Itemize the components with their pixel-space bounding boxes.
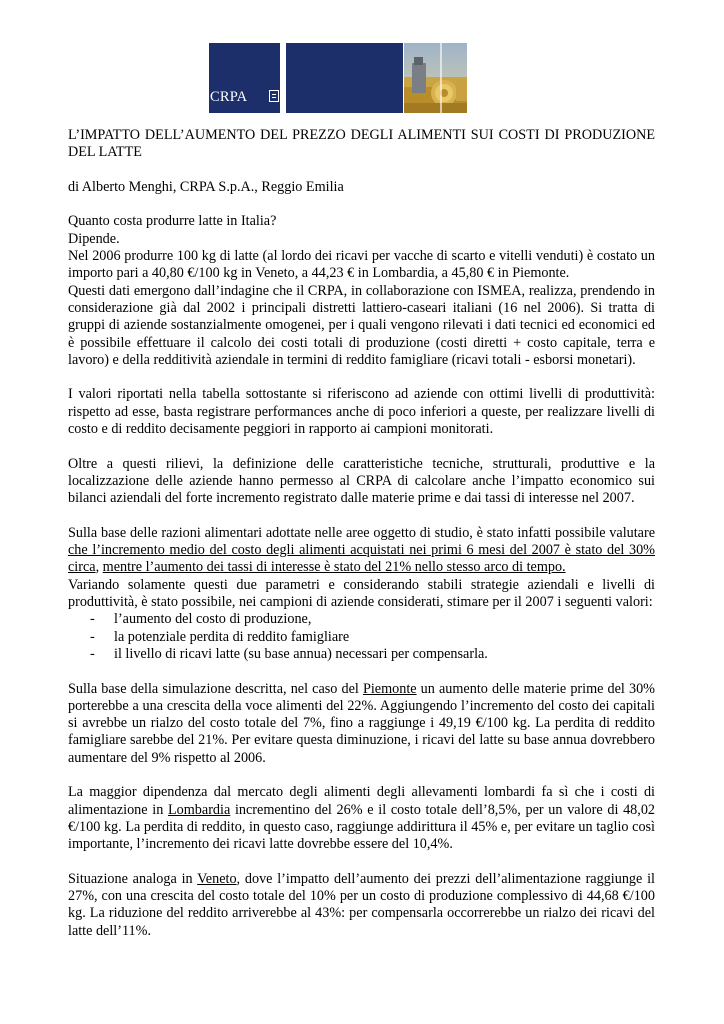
intro-paragraph-costs: Nel 2006 produrre 100 kg di latte (al lordo dei ricavi per vacche di scarto e vitelli venduti) è costato un importo pari a 40,80 €/100 kg in Veneto, a 44,23 € in Lombardia, a 45,80 € in Piemonte. <box>68 248 655 282</box>
paragraph-veneto <box>68 871 655 940</box>
region-veneto: Veneto <box>197 870 237 887</box>
paragraph-variando: Variando solamente questi due parametri e considerando stabili strategie aziendali e livelli di produttività, è stato possibile, nei campioni di aziende considerati, stimare per il 2007 i seguenti valori: <box>68 576 655 611</box>
piemonte-text-start: Sulla base della simulazione descritta, nel caso del <box>68 680 363 697</box>
razioni-underlined-tassi: mentre l’aumento dei tassi di interesse è stato del 21% nello stesso arco di tempo. <box>102 559 566 576</box>
veneto-text-rest: , dove l’impatto dell’aumento dei prezzi dell’alimentazione raggiunge il 27%, con una crescita del costo totale del 10% per un costo di produzione complessivo di 44,68 €/100 kg. La riduzione del reddito arriverebbe al 43%: per compensarla occorrerebbe un rialzo dei ricavi del latte dell’11%. <box>68 870 655 939</box>
logo-mark-icon <box>269 90 279 102</box>
crpa-logo <box>209 43 467 113</box>
logo-blue-panel <box>286 43 403 113</box>
paragraph-piemonte <box>68 681 655 767</box>
list-item: - la potenziale perdita di reddito famigliare <box>68 629 655 646</box>
paragraph-lombardia <box>68 784 655 853</box>
region-lombardia: Lombardia <box>168 801 231 818</box>
paragraph-rilievi: Oltre a questi rilievi, la definizione delle caratteristiche tecniche, strutturali, produttive e la localizzazione delle aziende hanno permesso al CRPA di calcolare anche l’impatto economico sui bilanci aziendali del forte incremento registrato dalle materie prime e dai tassi di interesse nel 2007. <box>68 455 655 507</box>
intro-question: Quanto costa produrre latte in Italia? <box>68 213 277 230</box>
logo-photo-image <box>404 43 467 113</box>
lombardia-text-start: La maggior dipendenza dal mercato degli alimenti degli allevamenti lombardi fa sì che i costi di alimentazione in <box>68 784 655 818</box>
values-list <box>68 611 655 663</box>
paragraph-valori: I valori riportati nella tabella sottostante si riferiscono ad aziende con ottimi livelli di produttività: rispetto ad esse, basta registrare performances anche di poco inferiori a queste, per realizzare livelli di costo e di reddito decisamente peggiori in rapporto ai campioni monitorati. <box>68 386 655 438</box>
veneto-text-start: Situazione analoga in <box>68 870 198 887</box>
piemonte-text-rest: un aumento delle materie prime del 30% porterebbe a una crescita della voce alimenti del 22%. Aggiungendo l’incremento del costo dei capitali si avrebbe un rialzo del costo totale del 7%, fino a raggiunge i 49,19 €/100 kg. La perdita di reddito famigliare sarebbe del 21%. Per evitare questa diminuzione, i ricavi del latte su base annua dovrebbero aumentare del 9% rispetto al 2006. <box>68 680 656 766</box>
lombardia-text-rest: incrementino del 26% e il costo totale dell’8,5%, per un valore di 48,02 €/100 kg. La perdita di reddito, in questo caso, raggiunge addirittura il 45% e, per evitare un taglio così importante, l’incremento dei ricavi latte dovrebbe essere del 10,4%. <box>68 801 656 853</box>
list-item: - l’aumento del costo di produzione, <box>68 611 655 628</box>
razioni-underlined-alimenti: che l’incremento medio del costo degli alimenti acquistati nei primi 6 mesi del 2007 è stato del 30% circa <box>68 542 655 576</box>
intro-answer: Dipende. <box>68 230 120 247</box>
hay-bales-photo-icon <box>404 43 467 113</box>
razioni-text-mid: , <box>95 559 103 576</box>
logo-blue-block <box>209 43 280 113</box>
list-item: - il livello di ricavi latte (su base annua) necessari per compensarla. <box>68 646 655 663</box>
razioni-text-start: Sulla base delle razioni alimentari adottate nelle aree oggetto di studio, è stato infatti possibile valutare <box>68 524 655 541</box>
region-piemonte: Piemonte <box>362 680 417 697</box>
logo-text: CRPA <box>210 89 248 105</box>
author-line: di Alberto Menghi, CRPA S.p.A., Reggio Emilia <box>68 178 344 195</box>
paragraph-razioni <box>68 525 655 577</box>
article-title: L’IMPATTO DELL’AUMENTO DEL PREZZO DEGLI ALIMENTI SUI COSTI DI PRODUZIONE DEL LATTE <box>68 127 655 161</box>
intro-paragraph-survey: Questi dati emergono dall’indagine che il CRPA, in collaborazione con ISMEA, realizza, prendendo in considerazione già dal 2002 i principali distretti lattiero-caseari italiani (16 nel 2006). Si tratta di gruppi di aziende sostanzialmente omogenei, per i quali vengono rilevati i dati tecnici ed economici ed è possibile effettuare il calcolo dei costi totali di produzione (costi diretti + costo capitale, terra e lavoro) e della redditività aziendale in termini di reddito famigliare (ricavi totali - esborsi monetari). <box>68 282 655 368</box>
article-body <box>68 127 655 940</box>
